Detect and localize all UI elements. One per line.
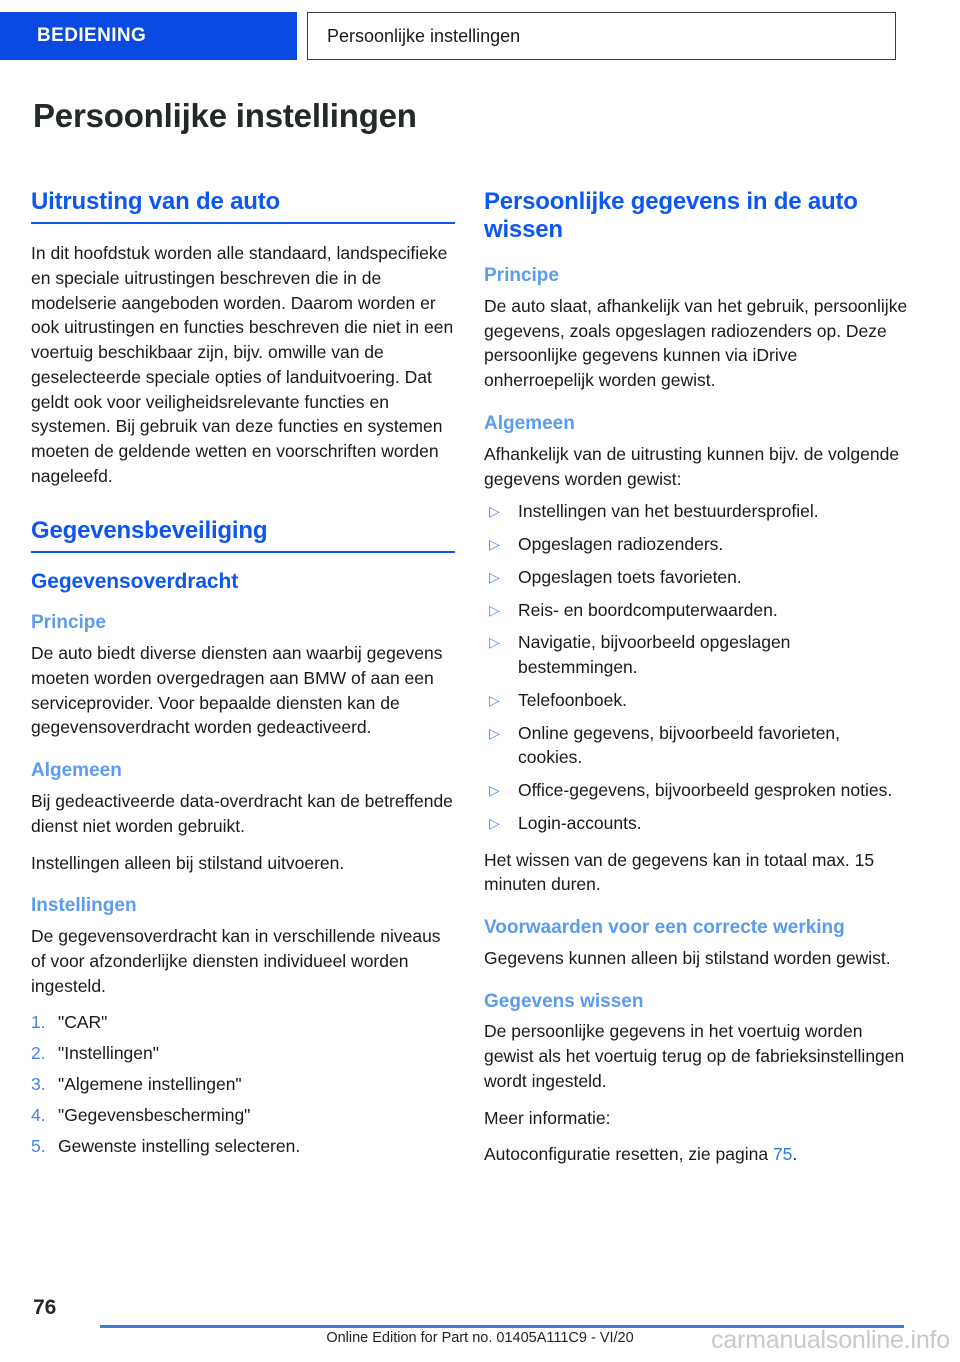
triangle-bullet-icon: ▷: [489, 634, 500, 651]
step-number: 5.: [31, 1135, 46, 1156]
header-section-box: [307, 12, 896, 60]
heading-persoonlijke-gegevens-wissen: Persoonlijke gegevens in de auto wissen: [484, 188, 858, 244]
paragraph-meer-informatie: Meer informatie:: [484, 1107, 611, 1128]
bullet-text: Login-accounts.: [518, 812, 642, 833]
bullet-text: Navigatie, bijvoorbeeld opgeslagen bestemmingen.: [518, 632, 791, 677]
heading-algemeen-right: Algemeen: [484, 412, 575, 434]
step-text: "Instellingen": [58, 1043, 159, 1064]
list-item: [31, 1010, 455, 1035]
paragraph-intro: In dit hoofdstuk worden alle standaard, landspecifieke en speciale uitrustingen beschreven die in de modelserie aangeboden worden. Daarom worden er ook uitrustingen en functies beschreven die niet in een voertuig beschikbaar zijn, bijv. omwille van de geselecteerde speciale opties of landuitvoering. Dat geldt ook voor veiligheidsrelevante functies en systemen. Bij gebruik van deze functies en systemen moeten de geldende wetten en voorschriften worden nageleefd.: [31, 243, 454, 486]
bullet-text: Telefoonboek.: [518, 689, 627, 710]
step-text: "Gegevensbescherming": [58, 1104, 251, 1125]
heading-voorwaarden-correcte-werking: Voorwaarden voor een correcte werking: [484, 917, 845, 938]
bulleted-list: [484, 499, 908, 835]
paragraph-algemeen-right: Afhankelijk van de uitrusting kunnen bijv. de volgende gegevens worden gewist:: [484, 443, 900, 489]
step-number: 1.: [31, 1012, 46, 1033]
heading-algemeen-left: Algemeen: [31, 760, 122, 782]
list-item: [31, 1103, 455, 1128]
header-chapter-label: BEDIENING: [37, 25, 147, 46]
step-number: 3.: [31, 1074, 46, 1094]
list-item: [484, 499, 908, 524]
crossref-prefix: Autoconfiguratie resetten, zie pagina: [484, 1144, 773, 1165]
page-reference-link[interactable]: 75: [772, 1144, 793, 1165]
paragraph-principe-left: De auto biedt diverse diensten aan waarbij gegevens moeten worden overgedragen aan BMW of aan een serviceprovider. Voor bepaalde diensten kan de gegevensoverdracht worden gedeactiveerd.: [31, 643, 443, 738]
paragraph-autoconfiguratie-crossref: [484, 1142, 908, 1167]
heading-gegevensoverdracht: Gegevensoverdracht: [31, 569, 239, 593]
list-item: [484, 565, 908, 590]
list-item: [484, 688, 908, 713]
step-number: 4.: [31, 1104, 46, 1125]
left-column: [31, 188, 455, 1165]
list-item: [31, 1134, 455, 1159]
heading-uitrusting-van-de-auto: Uitrusting van de auto: [31, 188, 455, 224]
heading-principe-right: Principe: [484, 265, 559, 287]
bullet-text: Opgeslagen radiozenders.: [518, 534, 724, 554]
paragraph-instellingen: De gegevensoverdracht kan in verschillende niveaus of voor afzonderlijke diensten individueel worden ingesteld.: [31, 926, 441, 996]
header-chapter-bar: [0, 12, 297, 60]
bullet-text: Office-gegevens, bijvoorbeeld gesproken noties.: [518, 780, 893, 800]
heading-instellingen-left: Instellingen: [31, 895, 137, 917]
list-item: [484, 778, 908, 803]
bullet-text: Opgeslagen toets favorieten.: [518, 566, 742, 587]
triangle-bullet-icon: ▷: [489, 724, 500, 741]
step-text: "CAR": [58, 1012, 108, 1033]
list-item: [484, 721, 908, 771]
triangle-bullet-icon: ▷: [489, 536, 500, 552]
step-text: "Algemene instellingen": [58, 1074, 242, 1094]
page-footer: [0, 1290, 960, 1362]
list-item: [31, 1041, 455, 1066]
page-number: 76: [33, 1296, 57, 1319]
paragraph-algemeen-1: Bij gedeactiveerde data-overdracht kan de betreffende dienst niet worden gebruikt.: [31, 791, 453, 836]
list-item: [484, 811, 908, 836]
heading-principe-left: Principe: [31, 612, 106, 634]
heading-gegevens-wissen: Gegevens wissen: [484, 990, 644, 1012]
heading-gegevensbeveiliging: Gegevensbeveiliging: [31, 517, 455, 553]
triangle-bullet-icon: ▷: [489, 601, 500, 618]
footer-edition-text: Online Edition for Part no. 01405A111C9 - VI/20: [326, 1330, 634, 1346]
running-header: [0, 12, 960, 60]
bullet-text: Online gegevens, bijvoorbeeld favorieten, cookies.: [518, 722, 841, 768]
paragraph-principe-right: De auto slaat, afhankelijk van het gebruik, persoonlijke gegevens, zoals opgeslagen radiozenders op. Deze persoonlijke gegevens kunnen via iDrive onherroepelijk worden gewist.: [484, 295, 908, 391]
triangle-bullet-icon: ▷: [489, 503, 500, 520]
header-section-label: Persoonlijke instellingen: [327, 25, 521, 46]
step-number: 2.: [31, 1043, 46, 1064]
right-column: [484, 188, 908, 1167]
bullet-text: Instellingen van het bestuurdersprofiel.: [518, 501, 819, 522]
bullet-text: Reis- en boordcomputerwaarden.: [518, 599, 778, 620]
triangle-bullet-icon: ▷: [489, 568, 500, 585]
triangle-bullet-icon: ▷: [489, 782, 500, 798]
crossref-suffix: .: [792, 1144, 798, 1165]
numbered-step-list: [31, 1010, 455, 1158]
list-item: [484, 630, 908, 680]
paragraph-gegevens-wissen: De persoonlijke gegevens in het voertuig worden gewist als het voertuig terug op de fabrieksinstellingen wordt ingesteld.: [484, 1021, 905, 1091]
page-title: Persoonlijke instellingen: [33, 97, 417, 134]
paragraph-wissen-duur: Het wissen van de gegevens kan in totaal max. 15 minuten duren.: [484, 849, 875, 895]
step-text: Gewenste instelling selecteren.: [58, 1135, 301, 1156]
site-watermark: carmanualsonline.info: [710, 1326, 950, 1354]
list-item: [484, 598, 908, 623]
list-item: [484, 532, 908, 557]
paragraph-algemeen-2: Instellingen alleen bij stilstand uitvoeren.: [31, 852, 345, 873]
list-item: [31, 1072, 455, 1097]
triangle-bullet-icon: ▷: [489, 814, 500, 831]
paragraph-voorwaarden: Gegevens kunnen alleen bij stilstand worden gewist.: [484, 947, 891, 968]
triangle-bullet-icon: ▷: [489, 691, 500, 708]
